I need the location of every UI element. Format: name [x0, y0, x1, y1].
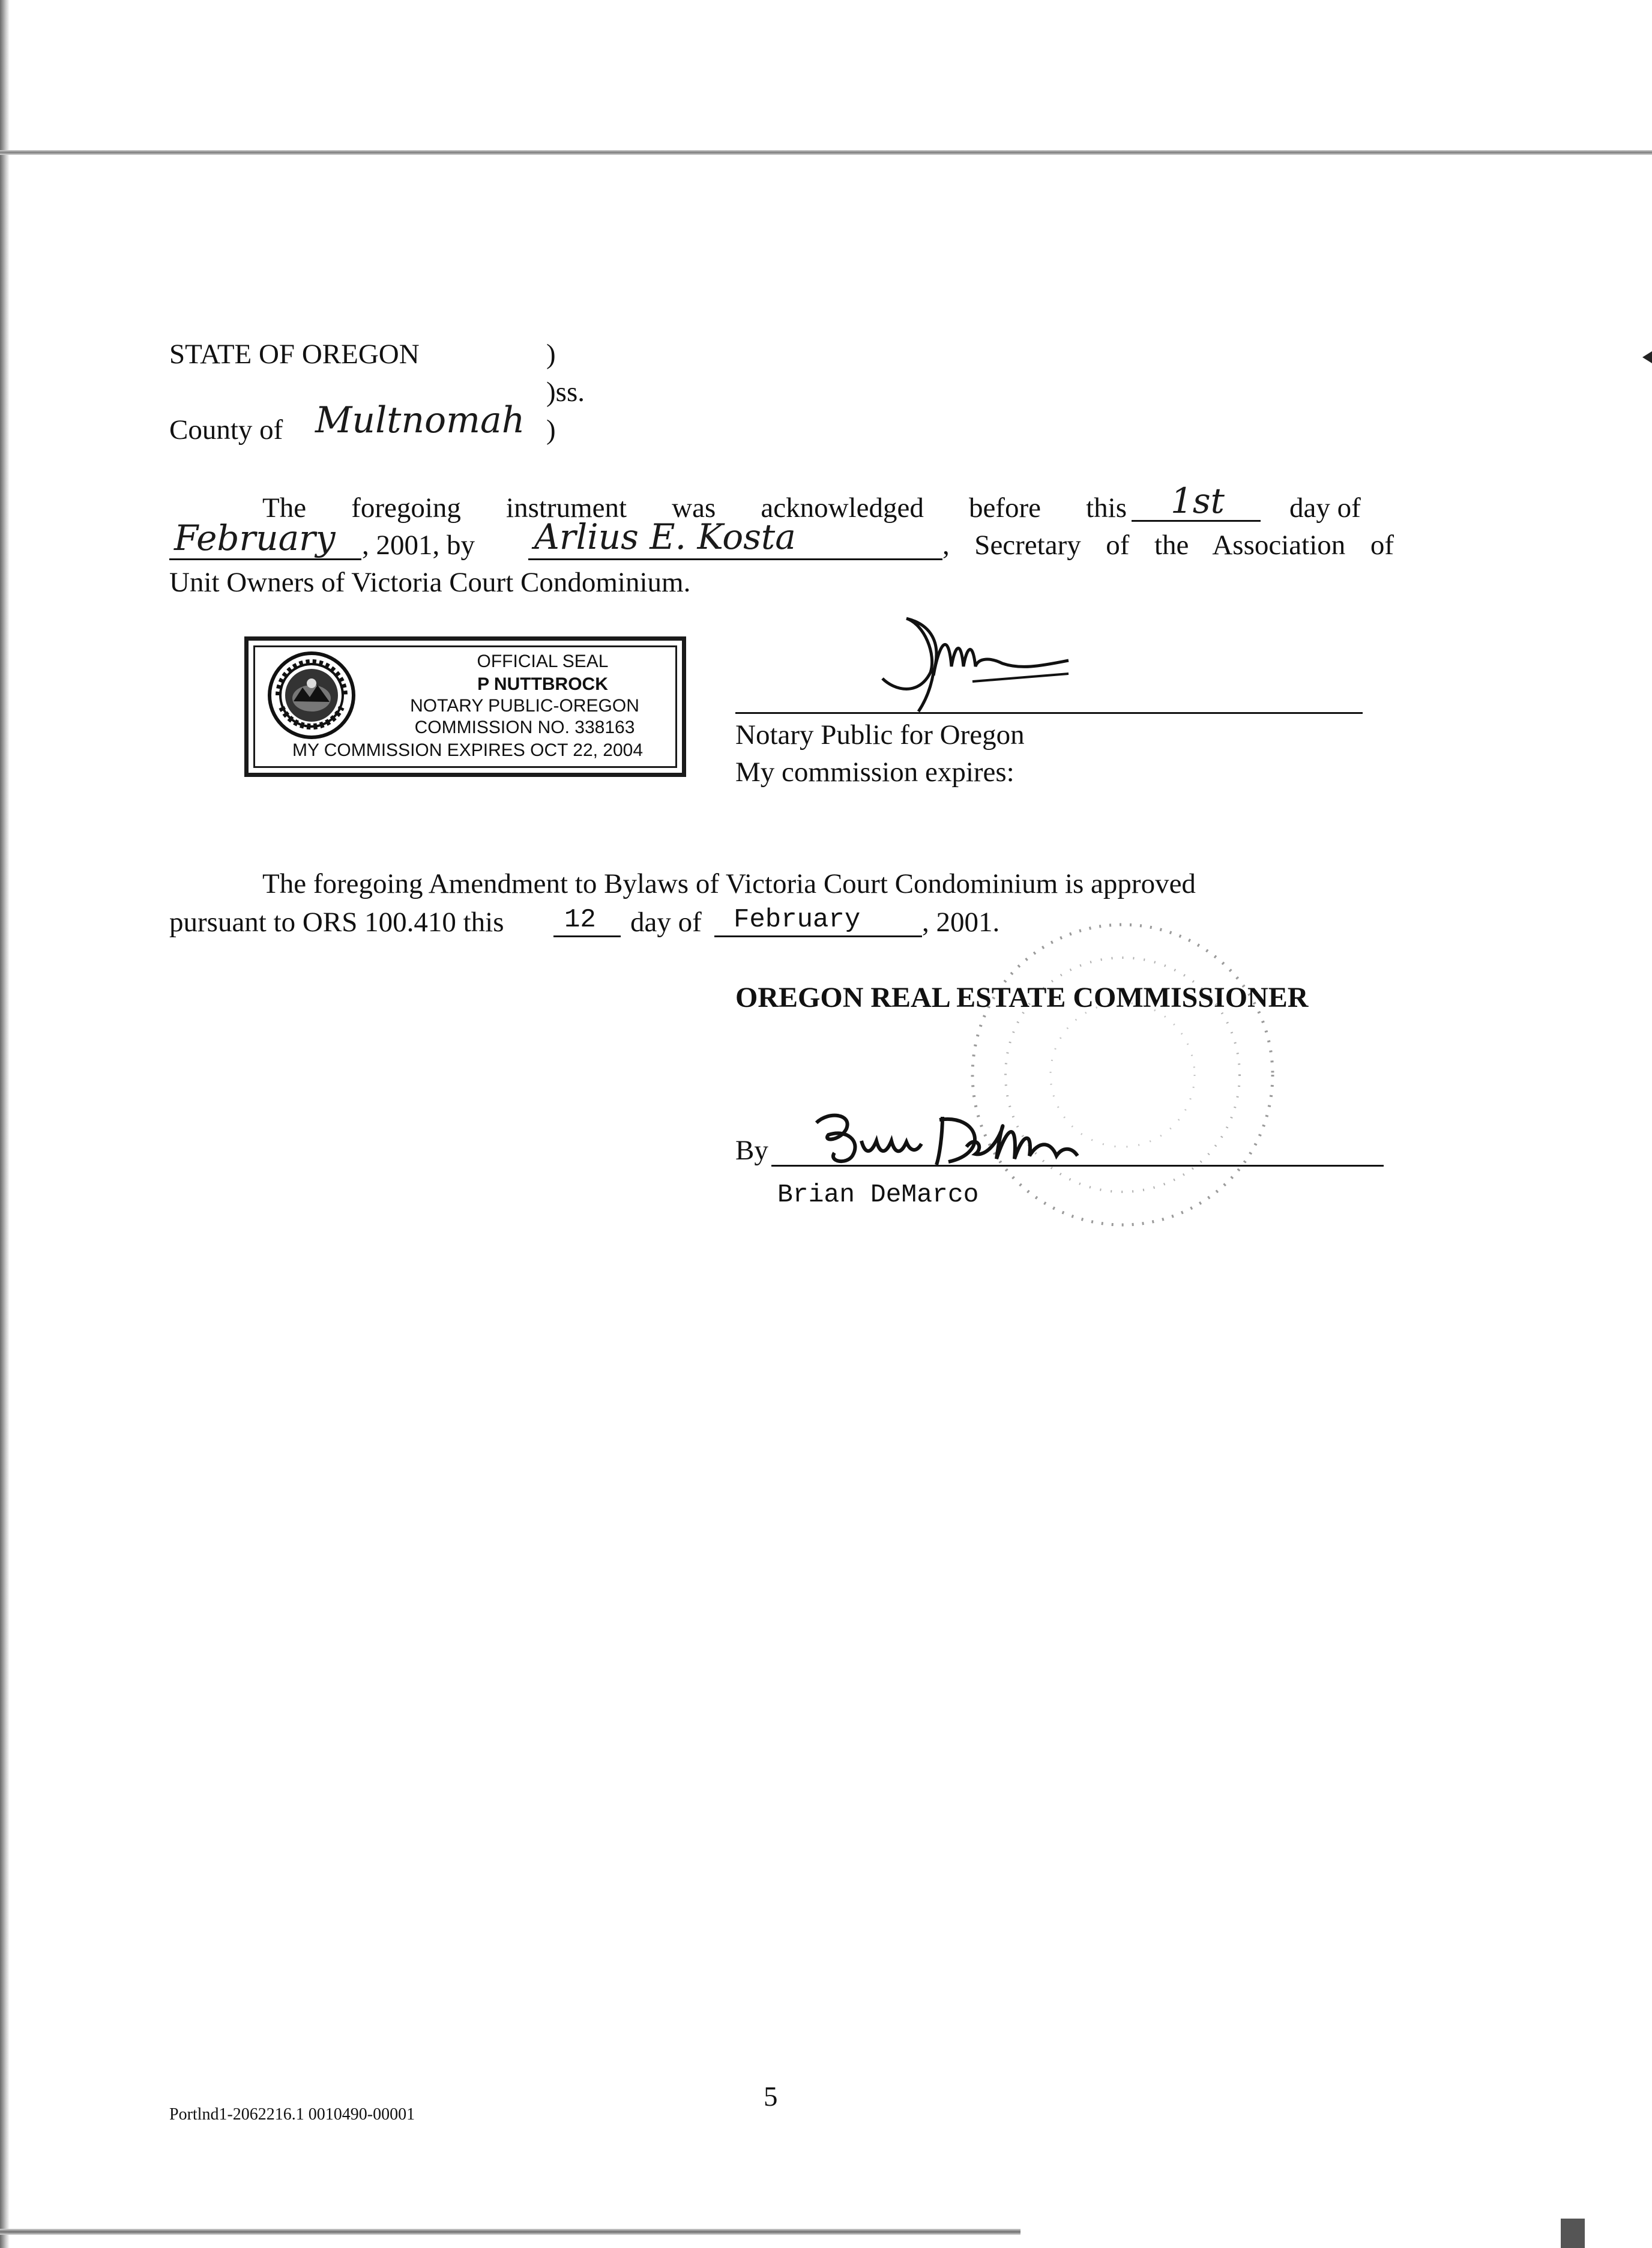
scan-left-edge [0, 0, 10, 2248]
ack-role-text: , Secretary of the Association of [942, 530, 1394, 561]
ack-day-handwritten: 1st [1171, 480, 1225, 521]
notary-signature-line [735, 712, 1363, 714]
seal-line-notary-public: NOTARY PUBLIC-OREGON [410, 696, 639, 716]
commissioner-name: Brian DeMarco [777, 1180, 979, 1209]
ack-month-handwritten: February [174, 518, 336, 558]
notary-title: Notary Public for Oregon [735, 719, 1025, 751]
scan-bottom-rule [0, 2229, 1020, 2235]
approval-year-text: , 2001. [922, 907, 1000, 938]
approval-line1: The foregoing Amendment to Bylaws of Victoria Court Condominium is approved [262, 868, 1196, 899]
seal-line-commission-expires: MY COMMISSION EXPIRES OCT 22, 2004 [292, 740, 644, 760]
ack-signer-blank [528, 558, 942, 560]
commissioner-by-label: By [735, 1135, 768, 1166]
venue-county-handwritten: Multnomah [315, 399, 525, 441]
venue-paren-bottom: ) [546, 414, 556, 446]
embossed-commission-seal-icon [924, 889, 1357, 1249]
page-number: 5 [764, 2081, 778, 2112]
approval-day-label: day of [630, 907, 702, 938]
scan-bottom-mark [1561, 2219, 1585, 2248]
ack-intro: The foregoing instrument was acknowledged before this [262, 492, 1127, 524]
seal-line-commission-number: COMMISSION NO. 338163 [414, 718, 635, 737]
seal-line-notary-name: P NUTTBROCK [477, 674, 608, 694]
notary-seal-stamp [244, 636, 686, 777]
scan-edge-arrow-icon [1642, 351, 1652, 363]
seal-line-official-seal: OFFICIAL SEAL [477, 651, 609, 671]
venue-ss: )ss. [546, 376, 585, 408]
ack-day-label: day of [1289, 492, 1361, 524]
notary-signature-icon [828, 606, 1081, 727]
document-id: Portlnd1-2062216.1 0010490-00001 [169, 2105, 415, 2124]
ack-signer-handwritten: Arlius E. Kosta [534, 516, 796, 557]
venue-county-label: County of [169, 414, 283, 446]
approval-day-value: 12 [564, 905, 596, 935]
approval-line2-prefix: pursuant to ORS 100.410 this [169, 907, 504, 938]
commissioner-signature-icon [804, 1099, 1129, 1177]
ack-line3: Unit Owners of Victoria Court Condominium. [169, 567, 691, 598]
venue-paren-top: ) [546, 339, 556, 370]
venue-state: STATE OF OREGON [169, 339, 420, 370]
notary-commission-expires: My commission expires: [735, 757, 1014, 788]
state-seal-emblem-icon [267, 650, 357, 740]
ack-year-text: , 2001, by [362, 530, 475, 561]
scan-top-rule [0, 150, 1652, 155]
ack-month-blank [169, 558, 361, 560]
commissioner-heading: OREGON REAL ESTATE COMMISSIONER [735, 982, 1309, 1014]
approval-month-value: February [734, 905, 861, 935]
